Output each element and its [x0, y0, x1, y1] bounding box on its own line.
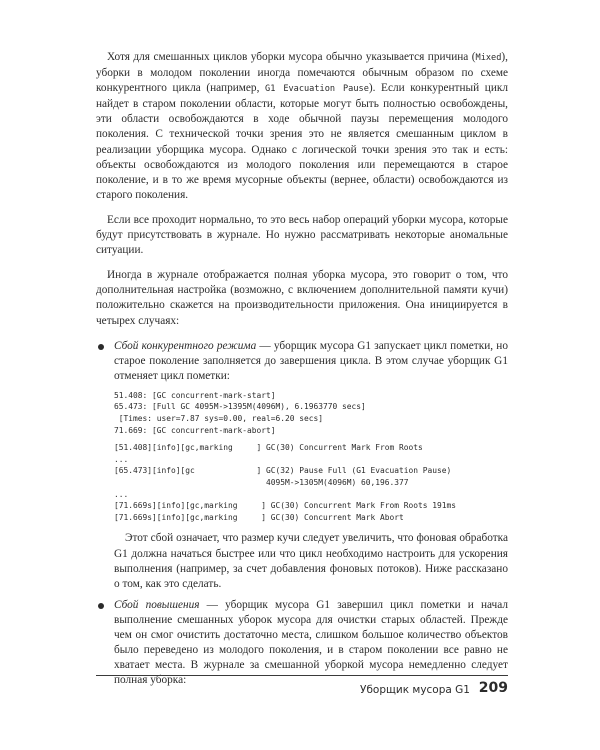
- log-line: [65.473][info][gc ] GC(32) Pause Full (G1 Evacuation Pause): [114, 466, 452, 476]
- log-line: 4095M->1305M(4096M) 60,196.377: [114, 478, 409, 488]
- paragraph-mixed-cycles: [96, 50, 508, 203]
- log-line: ...: [114, 489, 129, 499]
- bullet-continuation: Этот сбой означает, что размер кучи следует увеличить, что фоновая обработка G1 должна начаться быстрее или что цикл необходимо настроить для ускорения выполнения (например, за счет добавления фоновых потоков). Ниже рассказано о том, как это сделать.: [114, 532, 508, 590]
- log-line: 65.473: [Full GC 4095M->1395M(4096M), 6.1963770 secs]: [114, 402, 366, 412]
- code-block-log-legacy: [114, 390, 508, 524]
- text-run: Хотя для смешанных циклов уборки мусора обычно указывается причина (: [107, 51, 476, 63]
- log-line: [51.408][info][gc,marking ] GC(30) Concurrent Mark From Roots: [114, 443, 423, 453]
- page-body: [96, 50, 508, 694]
- text-run: — уборщик мусора G1 запускает цикл пометки, но старое поколение заполняется до завершения цикла. В этом случае уборщик G1 отменяет цикл пометки:: [114, 339, 508, 382]
- paragraph-normal-operation: Если все проходит нормально, то это весь набор операций уборки мусора, которые будут присутствовать в журнале. Но нужно рассматривать некоторые аномальные ситуации.: [96, 213, 508, 257]
- log-line: 51.408: [GC concurrent-mark-start]: [114, 390, 276, 400]
- log-line: [71.669s][info][gc,marking ] GC(30) Concurrent Mark Abort: [114, 512, 404, 522]
- log-line: [71.669s][info][gc,marking ] GC(30) Concurrent Mark From Roots 191ms: [114, 501, 457, 511]
- log-line: 71.669: [GC concurrent-mark-abort]: [114, 425, 276, 435]
- paragraph-full-gc-intro: Иногда в журнале отображается полная уборка мусора, это говорит о том, что дополнительная настройка (возможно, с включением дополнительной памяти кучи) положительно скажется на производительности приложения. Она инициируется в четырех случаях:: [96, 269, 508, 327]
- text-run: ), уборки в молодом поколении иногда помечаются обычным образом по схеме конкурентного цикла (например,: [96, 51, 508, 95]
- text-run: — уборщик мусора G1 завершил цикл пометки и начал выполнение смешанных уборок мусора для очистки старых областей. Прежде чем он смог очистить достаточно места, слишком большое количество объектов было переведено из молодого поколения, и в старом поколении все равно не хватает места. В журнале за смешанной уборкой мусора немедленно следует полная уборка:: [114, 598, 508, 687]
- text-run: ). Если конкурентный цикл найдет в старом поколении области, которые могут быть полностью освобождены, эти области освобождаются в ходе обычной паузы перемещения молодого поколения. С технической точки зрения это не является смешанным циклом в реализации уборщика мусора. Однако с логической точки зрения это так и есть: объекты освобождаются из молодого поколения или перемещаются в старое поколение, и в то же время мусорные объекты (вернее, области) освобождаются из старого поколения.: [96, 82, 508, 201]
- bullet-icon: [98, 603, 104, 609]
- bullet-text: [114, 339, 508, 384]
- term-promotion-failure: Сбой повышения: [114, 598, 200, 611]
- inline-code: Mixed: [475, 53, 502, 63]
- page-footer: [96, 675, 508, 696]
- running-title: Уборщик мусора G1: [360, 684, 470, 696]
- term-concurrent-mode-failure: Сбой конкурентного режима: [114, 339, 257, 352]
- log-line: ...: [114, 454, 129, 464]
- list-item-concurrent-mode-failure: [96, 339, 508, 592]
- bullet-icon: [98, 344, 104, 350]
- inline-code: G1 Evacuation Pause: [265, 84, 369, 95]
- page-number: 209: [478, 680, 508, 696]
- log-line: [Times: user=7.87 sys=0.00, real=6.20 secs]: [114, 414, 324, 424]
